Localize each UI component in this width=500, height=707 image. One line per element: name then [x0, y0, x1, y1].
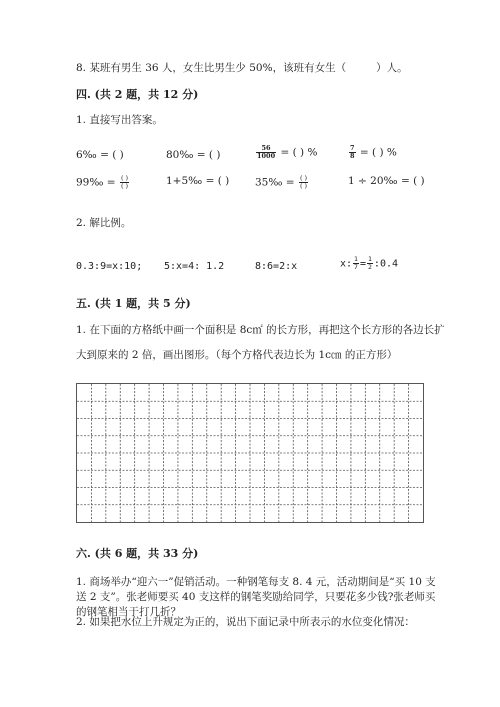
fraction-denominator: 7 — [354, 263, 358, 271]
fraction-numerator: 1 — [368, 255, 372, 263]
calc-item-4-tail: = ( ) % — [359, 146, 397, 159]
section-5-heading: 五. (共 1 题，共 5 分) — [76, 297, 191, 310]
calc-item-3-tail: = ( ) % — [280, 146, 318, 159]
question-8-text-after: ）人。 — [376, 62, 408, 74]
fraction — [349, 145, 356, 160]
fraction-numerator: ( ) — [299, 174, 308, 182]
proportion-3: 8:6=2:x — [255, 261, 298, 272]
grid-paper[interactable] — [76, 383, 424, 523]
calc-item-3 — [255, 145, 317, 160]
fraction-numerator: 7 — [350, 144, 355, 152]
calc-item-5-head: 99‰ = — [76, 176, 116, 189]
calc-item-5 — [76, 175, 130, 190]
question-8 — [76, 62, 408, 75]
section-4-question-1-title: 1. 直接写出答案。 — [76, 114, 163, 126]
section-5-question-line-2: 大到原来的 2 倍，画出图形。（每个方格代表边长为 1c㎝ 的正方形） — [76, 349, 398, 361]
calc-item-6: 1+5‰ = ( ) — [166, 175, 230, 187]
section-6-question-1-line-1: 1. 商场举办“迎六一”促销活动。一种钢笔每支 8. 4 元，活动期间是“买 10 支 — [76, 576, 436, 588]
calc-item-8: 1 ÷ 20‰ = ( ) — [348, 175, 425, 187]
fraction — [353, 256, 359, 271]
fraction-denominator: ( ) — [299, 182, 308, 190]
proportion-4 — [340, 256, 398, 271]
proportion-4-tail: :0.4 — [373, 258, 399, 270]
fraction-numerator: 56 — [256, 145, 276, 153]
calc-item-2: 80‰ = ( ) — [166, 149, 221, 161]
fraction-numerator: ( ) — [120, 174, 129, 182]
section-4-question-2-title: 2. 解比例。 — [76, 217, 132, 229]
fraction-denominator: ( ) — [120, 182, 129, 190]
fraction-blank — [120, 175, 129, 190]
section-6-heading: 六. (共 6 题，共 33 分) — [76, 547, 199, 560]
fraction-denominator: 2 — [368, 263, 372, 271]
fraction-numerator: 1 — [354, 255, 358, 263]
proportion-2: 5:x=4: 1.2 — [164, 261, 225, 272]
section-4-heading: 四. (共 2 题，共 12 分) — [76, 88, 199, 101]
fraction-denominator: 8 — [350, 152, 355, 160]
section-5-question-line-1: 1. 在下面的方格纸中画一个面积是 8c㎡ 的长方形，再把这个长方形的各边长扩 — [76, 324, 445, 336]
section-6-question-2-line-1: 2. 如果把水位上升规定为正的，说出下面记录中所表示的水位变化情况： — [76, 616, 415, 628]
fraction — [256, 145, 276, 160]
section-6-question-1-line-2: 送 2 支”。张老师要买 40 支这样的钢笔奖励给同学，只要花多少钱?张老师买 — [76, 591, 436, 603]
question-8-text-before: 8. 某班有男生 36 人，女生比男生少 50%，该班有女生（ — [76, 62, 347, 74]
grid-lines — [77, 384, 423, 522]
calc-item-7-head: 35‰ = — [255, 176, 295, 189]
section-6-question-1-line-3: 的钢笔相当于打几折？ — [76, 606, 181, 618]
proportion-4-head: x: — [340, 258, 353, 270]
fraction-denominator: 1000 — [257, 152, 276, 160]
calc-item-7 — [255, 175, 309, 190]
fraction-blank — [299, 175, 308, 190]
proportion-1: 0.3:9=x:10; — [76, 261, 143, 272]
proportion-4-equals: = — [359, 258, 366, 270]
calc-item-4 — [348, 145, 397, 160]
calc-item-1: 6‰ = ( ) — [76, 149, 124, 161]
fraction — [367, 256, 373, 271]
